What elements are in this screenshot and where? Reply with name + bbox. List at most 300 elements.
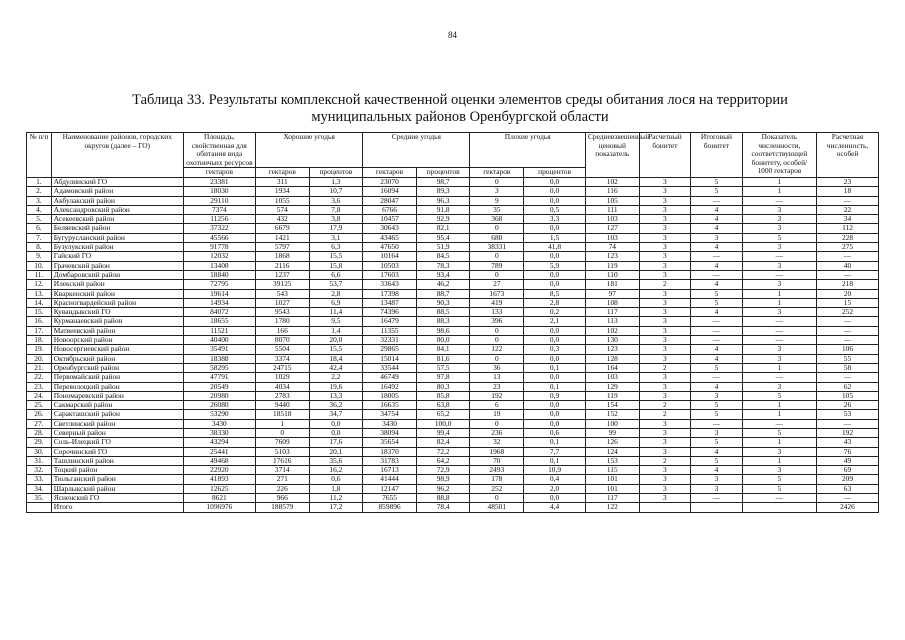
table-cell: 543 — [255, 289, 309, 298]
table-cell: 49468 — [183, 456, 255, 465]
table-cell: 0 — [470, 354, 524, 363]
table-cell: 3 — [639, 494, 691, 503]
table-cell: 4 — [691, 224, 743, 233]
table-cell: 16479 — [363, 317, 417, 326]
table-cell: 5103 — [255, 447, 309, 456]
table-cell: 7609 — [255, 438, 309, 447]
table-cell: 7,8 — [309, 205, 363, 214]
table-cell: 0,0 — [524, 252, 586, 261]
table-body — [27, 177, 879, 512]
table-cell: 96,3 — [416, 196, 470, 205]
table-cell: 99 — [585, 428, 639, 437]
table-cell: 10. — [27, 261, 52, 270]
table-cell: — — [816, 326, 878, 335]
table-cell: 53,7 — [309, 280, 363, 289]
table-row — [27, 317, 879, 326]
table-cell: 55 — [816, 354, 878, 363]
table-cell: 3 — [639, 270, 691, 279]
table-cell: Сакмарский район — [51, 401, 183, 410]
table-cell: — — [691, 317, 743, 326]
table-cell: 20980 — [183, 391, 255, 400]
table-cell: 3 — [639, 261, 691, 270]
table-cell: 57,5 — [416, 363, 470, 372]
table-cell: 5 — [691, 298, 743, 307]
table-cell: 14934 — [183, 298, 255, 307]
table-cell: 36 — [470, 363, 524, 372]
table-cell: 100,0 — [416, 419, 470, 428]
table-cell: — — [691, 419, 743, 428]
table-cell: 5504 — [255, 345, 309, 354]
table-cell: — — [742, 317, 816, 326]
table-row — [27, 373, 879, 382]
table-cell: 65,2 — [416, 410, 470, 419]
table-row — [27, 391, 879, 400]
table-cell: 51,9 — [416, 243, 470, 252]
table-cell: 133 — [470, 308, 524, 317]
table-cell: 0,0 — [524, 354, 586, 363]
table-cell: 129 — [585, 382, 639, 391]
table-cell: 12147 — [363, 484, 417, 493]
table-cell: 1 — [742, 363, 816, 372]
table-cell: 34 — [816, 215, 878, 224]
table-cell: 78,4 — [416, 503, 470, 512]
table-cell: 98,6 — [416, 326, 470, 335]
table-cell: — — [742, 419, 816, 428]
table-cell: 3 — [742, 280, 816, 289]
table-cell: 13 — [470, 373, 524, 382]
unit-bad-pct: процентов — [524, 168, 586, 178]
table-cell: 4,4 — [524, 503, 586, 512]
table-cell: 2,8 — [309, 289, 363, 298]
table-row — [27, 280, 879, 289]
table-cell: 106 — [816, 345, 878, 354]
table-cell: 78,3 — [416, 261, 470, 270]
table-cell: 192 — [470, 391, 524, 400]
table-row — [27, 252, 879, 261]
table-cell: 115 — [585, 466, 639, 475]
table-cell: Абдулинский ГО — [51, 177, 183, 186]
table-cell: 3 — [742, 205, 816, 214]
table-cell: — — [691, 270, 743, 279]
table-cell: 43294 — [183, 438, 255, 447]
table-cell: 3 — [742, 224, 816, 233]
table-row — [27, 419, 879, 428]
table-cell: 35,6 — [309, 456, 363, 465]
table-cell: 3 — [639, 373, 691, 382]
table-cell: 34. — [27, 484, 52, 493]
table-cell: 19,6 — [309, 382, 363, 391]
table-cell: 1968 — [470, 447, 524, 456]
table-cell: 28047 — [363, 196, 417, 205]
table-cell: Красногвардейский район — [51, 298, 183, 307]
table-cell: 97 — [585, 289, 639, 298]
table-row — [27, 205, 879, 214]
table-cell: 23070 — [363, 177, 417, 186]
table-cell: 26080 — [183, 401, 255, 410]
table-cell: 17,2 — [309, 503, 363, 512]
table-cell: 53 — [816, 410, 878, 419]
table-cell: 3 — [639, 466, 691, 475]
table-cell — [27, 503, 52, 512]
table-cell: 34754 — [363, 410, 417, 419]
table-cell: 29865 — [363, 345, 417, 354]
table-cell: 4 — [691, 205, 743, 214]
table-cell: 23 — [470, 382, 524, 391]
table-row — [27, 243, 879, 252]
table-cell: 30643 — [363, 224, 417, 233]
table-cell: 5 — [742, 484, 816, 493]
table-cell: 0,0 — [524, 280, 586, 289]
table-cell: 15 — [816, 298, 878, 307]
table-cell: 30. — [27, 447, 52, 456]
table-cell: 17,9 — [309, 224, 363, 233]
table-cell: 126 — [585, 438, 639, 447]
table-cell: 4 — [691, 280, 743, 289]
table-cell: 84,1 — [416, 345, 470, 354]
table-cell: 123 — [585, 345, 639, 354]
table-cell: 3 — [742, 308, 816, 317]
table-cell: 69 — [816, 466, 878, 475]
header-final-bonitet: Итоговый бонитет — [691, 133, 743, 178]
table-cell: 1,4 — [309, 326, 363, 335]
table-cell: Грачевский район — [51, 261, 183, 270]
table-cell: 7,7 — [524, 447, 586, 456]
table-cell: 11521 — [183, 326, 255, 335]
table-cell: 41444 — [363, 475, 417, 484]
table-cell: 76 — [816, 447, 878, 456]
table-cell: 122 — [470, 345, 524, 354]
table-cell: 0,0 — [524, 187, 586, 196]
table-cell: Сорочинский ГО — [51, 447, 183, 456]
table-cell: 6679 — [255, 224, 309, 233]
table-cell: 3,6 — [309, 196, 363, 205]
table-cell: 128 — [585, 354, 639, 363]
table-cell: 32 — [470, 438, 524, 447]
table-cell: 3,3 — [524, 215, 586, 224]
table-cell: 3714 — [255, 466, 309, 475]
table-cell: 5 — [742, 391, 816, 400]
table-cell: Беляевский район — [51, 224, 183, 233]
table-row — [27, 308, 879, 317]
table-cell: 18 — [816, 187, 878, 196]
table-cell: 192 — [816, 428, 878, 437]
table-row — [27, 494, 879, 503]
table-cell: — — [691, 373, 743, 382]
table-cell: 5 — [691, 410, 743, 419]
table-cell: 3 — [742, 243, 816, 252]
table-cell: 43 — [816, 438, 878, 447]
table-cell: 33643 — [363, 280, 417, 289]
table-cell: 82,1 — [416, 224, 470, 233]
table-row — [27, 224, 879, 233]
table-cell: 1,3 — [309, 177, 363, 186]
table-cell: 252 — [470, 484, 524, 493]
table-cell: 20549 — [183, 382, 255, 391]
table-cell: — — [742, 494, 816, 503]
table-row — [27, 177, 879, 186]
table-cell: 47650 — [363, 243, 417, 252]
table-cell: 1 — [742, 401, 816, 410]
table-cell — [639, 503, 691, 512]
table-cell: 38330 — [183, 428, 255, 437]
table-cell: 10503 — [363, 261, 417, 270]
table-title-line1: Таблица 33. Результаты комплексной качественной оценки элементов среды обитания лося на территории — [132, 92, 788, 108]
table-cell: 46749 — [363, 373, 417, 382]
table-cell: 27. — [27, 419, 52, 428]
header-good-lands: Хорошие угодья — [255, 133, 362, 168]
table-cell: 188579 — [255, 503, 309, 512]
table-cell: Оренбургский район — [51, 363, 183, 372]
table-cell: 41893 — [183, 475, 255, 484]
table-cell: 3 — [742, 466, 816, 475]
table-cell: 33. — [27, 475, 52, 484]
table-cell: 4 — [691, 261, 743, 270]
table-cell: 19 — [470, 410, 524, 419]
table-cell: 164 — [585, 363, 639, 372]
header-avg-price: Средневзвешенный ценовый показатель — [585, 133, 639, 178]
table-cell: 0,0 — [524, 196, 586, 205]
table-cell: 0,0 — [524, 373, 586, 382]
table-cell: 18005 — [363, 391, 417, 400]
table-cell: 41,8 — [524, 243, 586, 252]
table-cell: 3 — [742, 447, 816, 456]
table-cell: 29110 — [183, 196, 255, 205]
table-row — [27, 270, 879, 279]
table-cell: 20,0 — [309, 336, 363, 345]
table-cell: 18370 — [363, 447, 417, 456]
table-cell: 22. — [27, 373, 52, 382]
table-cell: 3 — [639, 243, 691, 252]
table-cell: 93,4 — [416, 270, 470, 279]
table-cell: 82,4 — [416, 438, 470, 447]
table-row — [27, 447, 879, 456]
table-cell: 113 — [585, 317, 639, 326]
table-cell: 32331 — [363, 336, 417, 345]
table-cell: 17603 — [363, 270, 417, 279]
table-cell: 6 — [470, 401, 524, 410]
table-cell: 4 — [691, 447, 743, 456]
table-cell: 24. — [27, 391, 52, 400]
table-cell: 3 — [639, 298, 691, 307]
table-cell: Курманаевский район — [51, 317, 183, 326]
table-cell: 0,0 — [524, 410, 586, 419]
table-cell: 22 — [816, 205, 878, 214]
table-cell: 15,8 — [309, 261, 363, 270]
unit-medium-pct: процентов — [416, 168, 470, 178]
table-cell: 22920 — [183, 466, 255, 475]
table-cell: 9440 — [255, 401, 309, 410]
table-cell: 3 — [639, 252, 691, 261]
table-cell: 5 — [691, 289, 743, 298]
table-cell: 9,5 — [309, 317, 363, 326]
table-cell: Северный район — [51, 428, 183, 437]
table-cell: 63 — [816, 484, 878, 493]
table-cell: 111 — [585, 205, 639, 214]
table-cell: 11. — [27, 270, 52, 279]
table-cell: 2493 — [470, 466, 524, 475]
table-cell: 680 — [470, 233, 524, 242]
table-row — [27, 345, 879, 354]
table-cell: 15,5 — [309, 252, 363, 261]
table-cell: 5 — [691, 401, 743, 410]
table-cell: 15. — [27, 308, 52, 317]
table-cell: — — [691, 252, 743, 261]
table-cell: Новосергиевский район — [51, 345, 183, 354]
table-cell: 0 — [470, 326, 524, 335]
table-cell: 5 — [742, 475, 816, 484]
table-cell: 3 — [639, 317, 691, 326]
table-cell: 5 — [742, 428, 816, 437]
header-num: № п/п — [27, 133, 52, 178]
table-cell: 252 — [816, 308, 878, 317]
table-cell: 18518 — [255, 410, 309, 419]
table-cell: 16635 — [363, 401, 417, 410]
table-cell: 3 — [639, 447, 691, 456]
table-cell: 29. — [27, 438, 52, 447]
table-cell: 2,8 — [524, 298, 586, 307]
table-cell: 38331 — [470, 243, 524, 252]
header-indicator: Показатель численности, соответствующей бонитету, особей/ 1000 гектаров — [742, 133, 816, 178]
table-row — [27, 484, 879, 493]
table-cell: 35. — [27, 494, 52, 503]
table-cell: 15014 — [363, 354, 417, 363]
table-cell: 72795 — [183, 280, 255, 289]
table-cell: 3430 — [183, 419, 255, 428]
table-cell: 0 — [470, 252, 524, 261]
table-cell: 3 — [639, 336, 691, 345]
table-cell: 0,6 — [524, 428, 586, 437]
table-cell: — — [816, 252, 878, 261]
table-cell: 14. — [27, 298, 52, 307]
table-cell: 3 — [639, 438, 691, 447]
table-cell: 8070 — [255, 336, 309, 345]
table-cell: 3 — [639, 419, 691, 428]
table-cell: 3 — [639, 177, 691, 186]
table-cell: 2,2 — [309, 373, 363, 382]
table-cell: 0 — [470, 419, 524, 428]
table-cell: 0,0 — [309, 428, 363, 437]
header-area: Площадь, свойственная для обитания вида охотничьих ресурсов — [183, 133, 255, 168]
table-cell: 1. — [27, 177, 52, 186]
table-cell: 1,8 — [309, 484, 363, 493]
page-number: 84 — [448, 30, 457, 40]
header-calc-count: Расчетная численность, особей — [816, 133, 878, 178]
table-cell: 40400 — [183, 336, 255, 345]
table-cell: 3 — [639, 233, 691, 242]
table-cell: — — [742, 336, 816, 345]
table-cell: 2 — [639, 401, 691, 410]
table-cell: 12. — [27, 280, 52, 289]
table-cell: 119 — [585, 261, 639, 270]
table-cell: 4 — [691, 243, 743, 252]
table-cell: Итого — [51, 503, 183, 512]
table-cell: 18388 — [183, 354, 255, 363]
table-cell: 1 — [742, 289, 816, 298]
table-cell: Акбулакский район — [51, 196, 183, 205]
table-cell: 1 — [742, 298, 816, 307]
table-cell: — — [742, 326, 816, 335]
table-cell: 271 — [255, 475, 309, 484]
table-cell: 0,0 — [524, 177, 586, 186]
header-bad-lands: Плохие угодья — [470, 133, 586, 168]
table-cell: — — [742, 196, 816, 205]
table-cell: 152 — [585, 410, 639, 419]
header-medium-lands: Средние угодья — [363, 133, 470, 168]
table-row — [27, 382, 879, 391]
table-cell: 236 — [470, 428, 524, 437]
table-cell: 21. — [27, 363, 52, 372]
table-cell: 16,2 — [309, 466, 363, 475]
table-cell: 0,3 — [524, 345, 586, 354]
table-cell: 2 — [639, 363, 691, 372]
table-cell: 105 — [816, 391, 878, 400]
table-cell: 3 — [639, 484, 691, 493]
table-cell: 0,0 — [524, 494, 586, 503]
table-cell: Пономаревский район — [51, 391, 183, 400]
table-cell: 18. — [27, 336, 52, 345]
table-cell: 9543 — [255, 308, 309, 317]
table-cell: Асекеевский район — [51, 215, 183, 224]
table-cell: 103 — [585, 215, 639, 224]
table-cell: 0,2 — [524, 308, 586, 317]
table-cell: 91778 — [183, 243, 255, 252]
table-cell: 84,5 — [416, 252, 470, 261]
table-cell: 1 — [742, 187, 816, 196]
table-cell: Домбаровский район — [51, 270, 183, 279]
table-row — [27, 475, 879, 484]
table-cell: 5 — [691, 363, 743, 372]
table-cell: 36,2 — [309, 401, 363, 410]
table-cell: — — [691, 494, 743, 503]
table-cell: Новоорский район — [51, 336, 183, 345]
table-cell: 16094 — [363, 187, 417, 196]
table-cell: 103 — [585, 233, 639, 242]
unit-medium-ha: гектаров — [363, 168, 417, 178]
table-cell: 74396 — [363, 308, 417, 317]
table-cell: 0,9 — [524, 391, 586, 400]
table-cell: 12032 — [183, 252, 255, 261]
table-cell: 7655 — [363, 494, 417, 503]
table-cell: 72,2 — [416, 447, 470, 456]
table-cell: 419 — [470, 298, 524, 307]
table-cell: 574 — [255, 205, 309, 214]
table-cell: 116 — [585, 187, 639, 196]
table-cell: 17398 — [363, 289, 417, 298]
table-cell: — — [816, 336, 878, 345]
table-cell: 95,4 — [416, 233, 470, 242]
table-cell: 98,9 — [416, 475, 470, 484]
table-cell: 98,7 — [416, 177, 470, 186]
table-cell: 16. — [27, 317, 52, 326]
table-cell: Ясненский ГО — [51, 494, 183, 503]
table-cell: 209 — [816, 475, 878, 484]
table-cell — [742, 503, 816, 512]
table-cell: 12625 — [183, 484, 255, 493]
table-cell: — — [816, 317, 878, 326]
table-cell: 3430 — [363, 419, 417, 428]
table-cell: 8,5 — [524, 289, 586, 298]
table-cell: 91,8 — [416, 205, 470, 214]
table-cell: 1237 — [255, 270, 309, 279]
table-cell: 2,1 — [524, 317, 586, 326]
table-cell: 102 — [585, 326, 639, 335]
table-cell: 311 — [255, 177, 309, 186]
table-cell: 88,5 — [416, 308, 470, 317]
table-cell: 27 — [470, 280, 524, 289]
table-cell: 11355 — [363, 326, 417, 335]
table-cell: 85,8 — [416, 391, 470, 400]
table-cell: 2 — [639, 280, 691, 289]
